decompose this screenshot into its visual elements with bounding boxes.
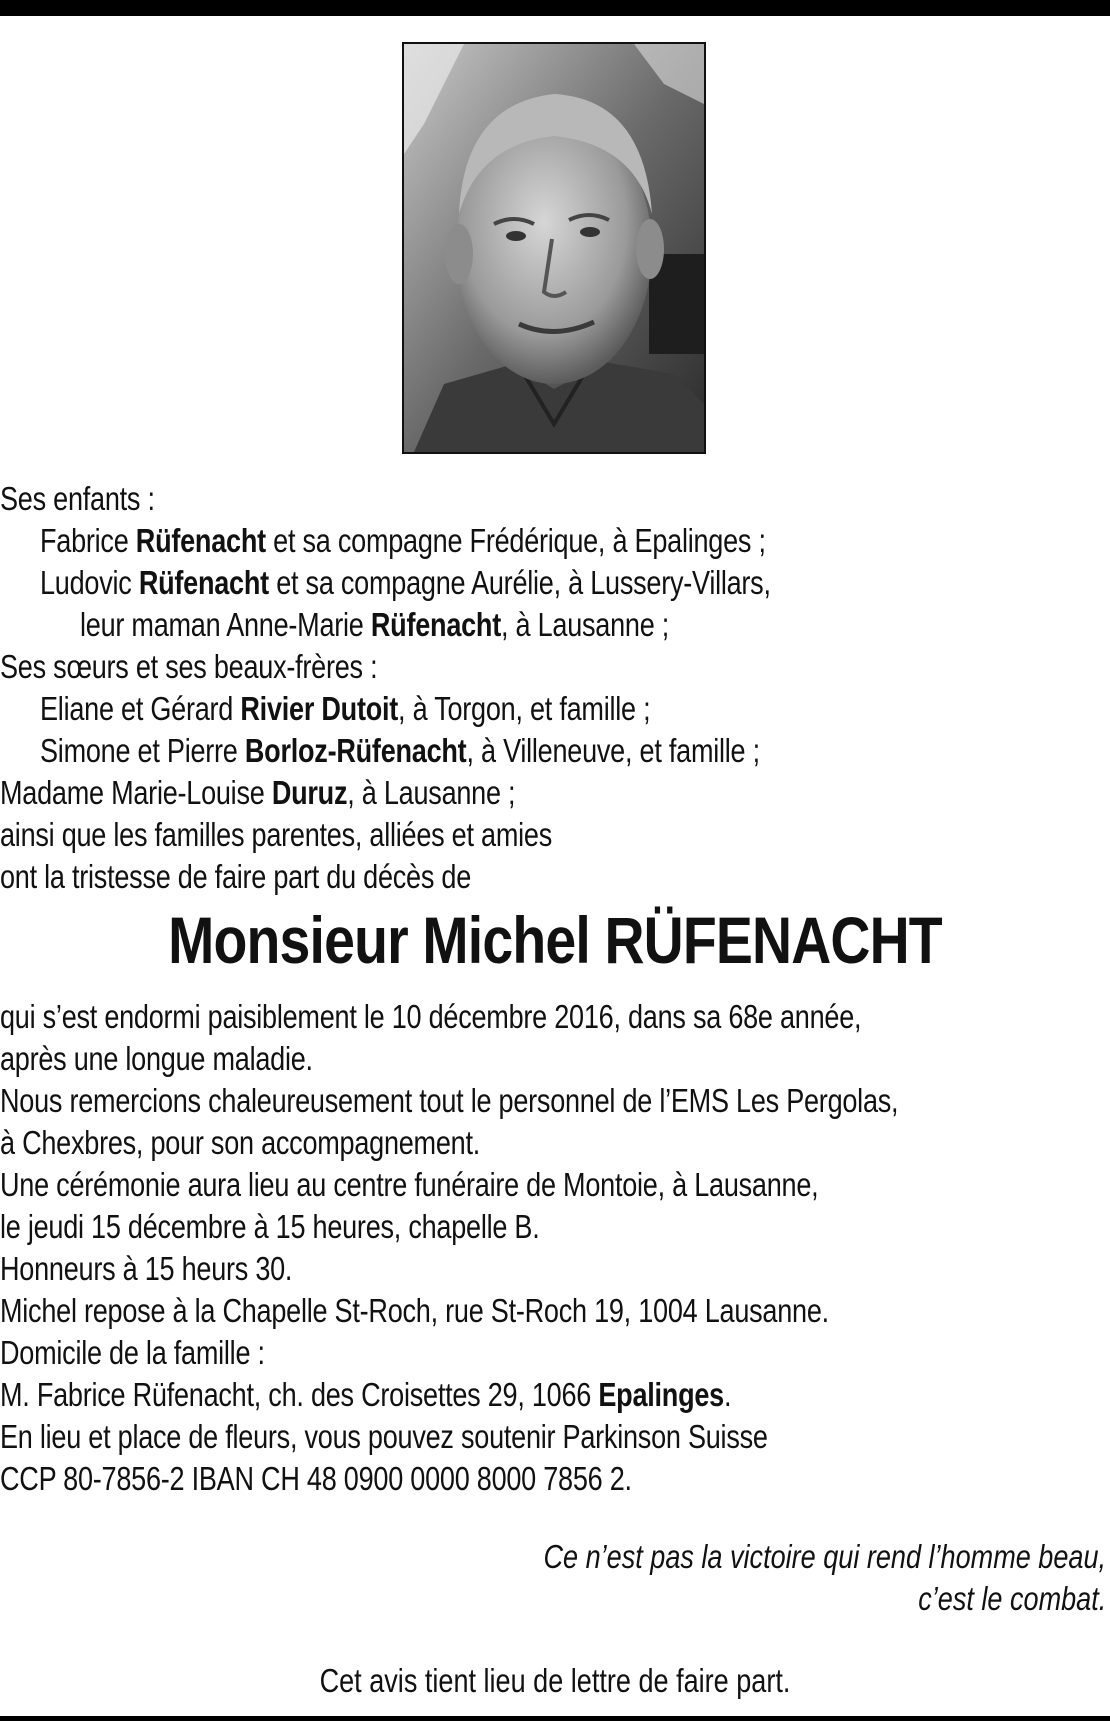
portrait-icon: [404, 44, 704, 452]
family-entry-marie-louise: Madame Marie-Louise Duruz, à Lausanne ;: [0, 774, 516, 811]
body-line-6: le jeudi 15 décembre à 15 heures, chapelle B.: [0, 1208, 540, 1245]
deceased-name: Monsieur Michel RÜFENACHT: [168, 903, 942, 977]
quote-line-2: c’est le combat.: [918, 1580, 1106, 1617]
footer-notice: Cet avis tient lieu de lettre de faire part.: [319, 1662, 791, 1699]
siblings-heading: Ses sœurs et ses beaux-frères :: [0, 648, 378, 685]
quote-line-1: Ce n’est pas la victoire qui rend l’homme beau,: [543, 1538, 1106, 1575]
body-line-address: M. Fabrice Rüfenacht, ch. des Croisettes 29, 1066 Epalinges.: [0, 1376, 732, 1413]
body-line-4: à Chexbres, pour son accompagnement.: [0, 1124, 481, 1161]
family-entry-eliane: Eliane et Gérard Rivier Dutoit, à Torgon, et famille ;: [40, 690, 651, 727]
body-line-12: CCP 80-7856-2 IBAN CH 48 0900 0000 8000 7856 2.: [0, 1460, 632, 1497]
announcement-line: ont la tristesse de faire part du décès de: [0, 858, 472, 895]
family-entry-ludovic: Ludovic Rüfenacht et sa compagne Aurélie, à Lussery-Villars,: [40, 564, 771, 601]
body-line-7: Honneurs à 15 heurs 30.: [0, 1250, 293, 1287]
body-line-1: qui s’est endormi paisiblement le 10 décembre 2016, dans sa 68e année,: [0, 998, 862, 1035]
body-line-2: après une longue maladie.: [0, 1040, 313, 1077]
families-line: ainsi que les familles parentes, alliées et amies: [0, 816, 552, 853]
body-line-3: Nous remercions chaleureusement tout le personnel de l’EMS Les Pergolas,: [0, 1082, 899, 1119]
portrait-photo: [402, 42, 706, 454]
family-entry-simone: Simone et Pierre Borloz-Rüfenacht, à Villeneuve, et famille ;: [40, 732, 760, 769]
family-entry-fabrice: Fabrice Rüfenacht et sa compagne Frédérique, à Epalinges ;: [40, 522, 766, 559]
family-entry-anne-marie: leur maman Anne-Marie Rüfenacht, à Lausanne ;: [80, 606, 670, 643]
body-line-9: Domicile de la famille :: [0, 1334, 265, 1371]
bottom-rule: [0, 1716, 1110, 1721]
children-heading: Ses enfants :: [0, 480, 155, 517]
top-rule: [0, 0, 1110, 16]
body-line-11: En lieu et place de fleurs, vous pouvez soutenir Parkinson Suisse: [0, 1418, 768, 1455]
body-line-5: Une cérémonie aura lieu au centre funéraire de Montoie, à Lausanne,: [0, 1166, 819, 1203]
body-line-8: Michel repose à la Chapelle St-Roch, rue St-Roch 19, 1004 Lausanne.: [0, 1292, 829, 1329]
